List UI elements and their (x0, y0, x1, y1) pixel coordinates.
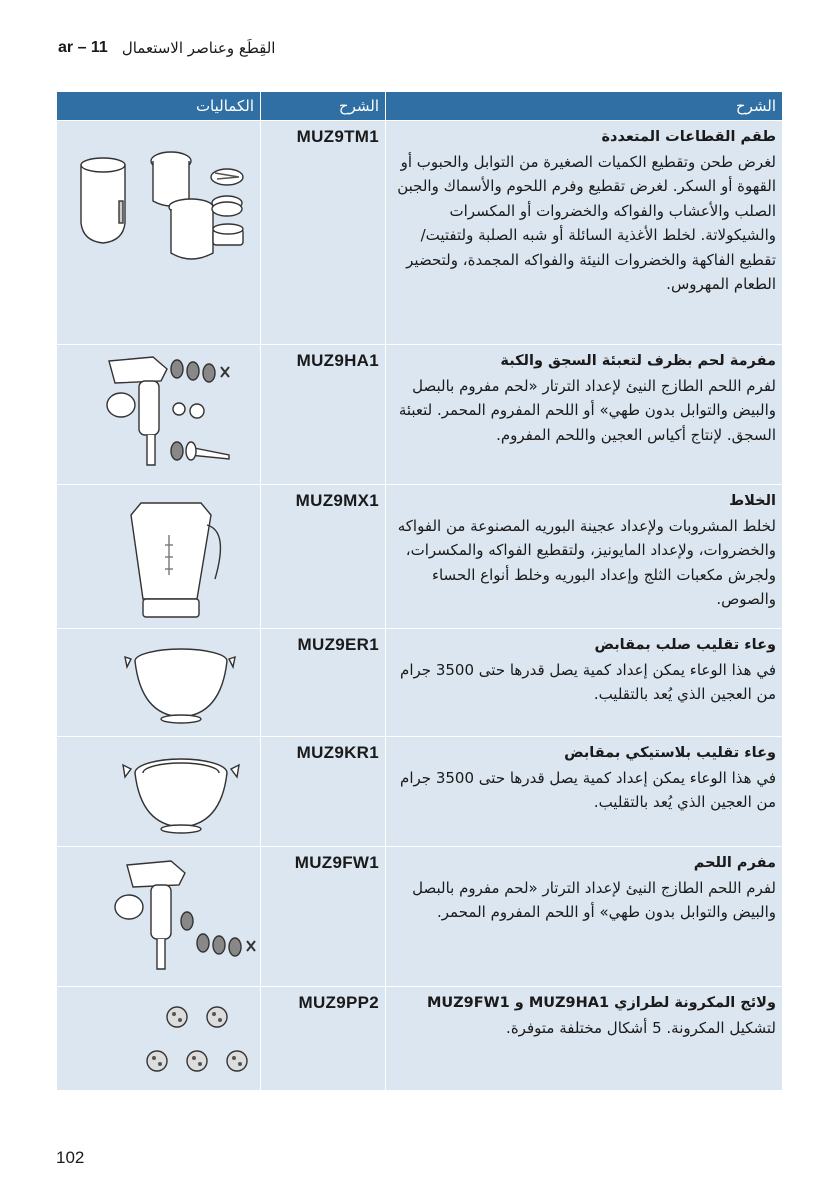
table-row (57, 847, 783, 987)
model-number: MUZ9HA1 (261, 345, 386, 485)
table-row (57, 737, 783, 847)
table-row (57, 987, 783, 1091)
accessory-image-cell (57, 629, 261, 737)
accessory-title: الخلاط (729, 493, 776, 509)
description-cell (386, 121, 783, 345)
meat-grinder-sausage-filler-image (57, 345, 261, 485)
description-cell (386, 485, 783, 629)
table-row (57, 629, 783, 737)
model-number: MUZ9ER1 (261, 629, 386, 737)
accessories-table (56, 91, 783, 1091)
column-header-description-2: الشرح (386, 92, 783, 121)
accessory-title: طقم القطاعات المتعددة (601, 129, 776, 145)
accessory-description: في هذا الوعاء يمكن إعداد كمية يصل قدرها حتى 3500 جرام من العجين الذي يُعد بالتقليب. (400, 768, 776, 811)
accessory-title: وعاء تقليب بلاستيكي بمقابض (564, 745, 776, 761)
description-cell (386, 629, 783, 737)
accessory-description: لتشكيل المكرونة. 5 أشكال مختلفة متوفرة. (506, 1018, 776, 1037)
accessory-description: في هذا الوعاء يمكن إعداد كمية يصل قدرها حتى 3500 جرام من العجين الذي يُعد بالتقليب. (400, 660, 776, 703)
model-number: MUZ9FW1 (261, 847, 386, 987)
accessory-title: مفرمة لحم بظرف لتعبئة السجق والكبة (500, 353, 776, 369)
accessory-description: لغرض طحن وتقطيع الكميات الصغيرة من التوابل والحبوب أو القهوة أو السكر. لغرض تقطيع وفرم اللحوم والأسماك والجبن الصلب والأعشاب والفواكه والخضروات أو المكسرات والشيكولاتة. لخلط الأغذية السائلة أو شبه الصلبة ولتفتيت/تقطيع الفاكهة والخضروات النيئة والفواكه المجمدة، ولتحضير الطعام المهروس. (397, 152, 776, 293)
table-row (57, 121, 783, 345)
model-number: MUZ9MX1 (261, 485, 386, 629)
description-cell (386, 847, 783, 987)
accessory-image-cell (57, 737, 261, 847)
page-header (58, 36, 782, 60)
model-number: MUZ9TM1 (261, 121, 386, 345)
accessory-title: وعاء تقليب صلب بمقابض (594, 637, 776, 653)
description-cell (386, 737, 783, 847)
accessory-image-cell (57, 987, 261, 1091)
table-row (57, 485, 783, 629)
table-header-row (57, 92, 783, 121)
accessory-image-cell (57, 847, 261, 987)
model-number: MUZ9PP2 (261, 987, 386, 1091)
blender-image (57, 485, 261, 629)
multi-cutter-set-image (57, 121, 261, 345)
accessory-description: لخلط المشروبات ولإعداد عجينة البوريه المصنوعة من الفواكه والخضروات، ولإعداد المايونيز، ولتقطيع الفواكه والمكسرات، ولجرش مكعبات الثلج وإعداد البوريه وخلط أنواع الحساء والصوص. (397, 516, 776, 608)
accessory-image-cell (57, 485, 261, 629)
accessory-description: لفرم اللحم الطازج النيئ لإعداد الترتار «لحم مفروم بالبصل والبيض والتوابل بدون طهي» أو اللحم المفروم المحمر. (412, 878, 776, 921)
accessory-image-cell (57, 345, 261, 485)
meat-grinder-image (57, 847, 261, 987)
accessory-title: ولائج المكرونة لطرازي MUZ9HA1 و MUZ9FW1 (426, 995, 776, 1011)
column-header-description: الشرح (261, 92, 386, 121)
page-number: 102 (56, 1148, 85, 1167)
accessory-title: مفرم اللحم (693, 855, 776, 871)
section-title: القِطَع وعناصر الاستعمال (121, 39, 276, 57)
table-row (57, 345, 783, 485)
description-cell (386, 987, 783, 1091)
column-header-accessories: الكماليات (57, 92, 261, 121)
accessory-image-cell (57, 121, 261, 345)
description-cell (386, 345, 783, 485)
accessory-description: لفرم اللحم الطازج النيئ لإعداد الترتار «لحم مفروم بالبصل والبيض والتوابل بدون طهي» أو اللحم المفروم المحمر. لتعبئة السجق. لإنتاج أكياس العجين واللحم المفروم. (398, 376, 776, 444)
pasta-inserts-image (57, 987, 261, 1091)
page-reference: ar – 11 (58, 39, 108, 56)
plastic-mixing-bowl-image (57, 737, 261, 847)
model-number: MUZ9KR1 (261, 737, 386, 847)
steel-mixing-bowl-image (57, 629, 261, 737)
